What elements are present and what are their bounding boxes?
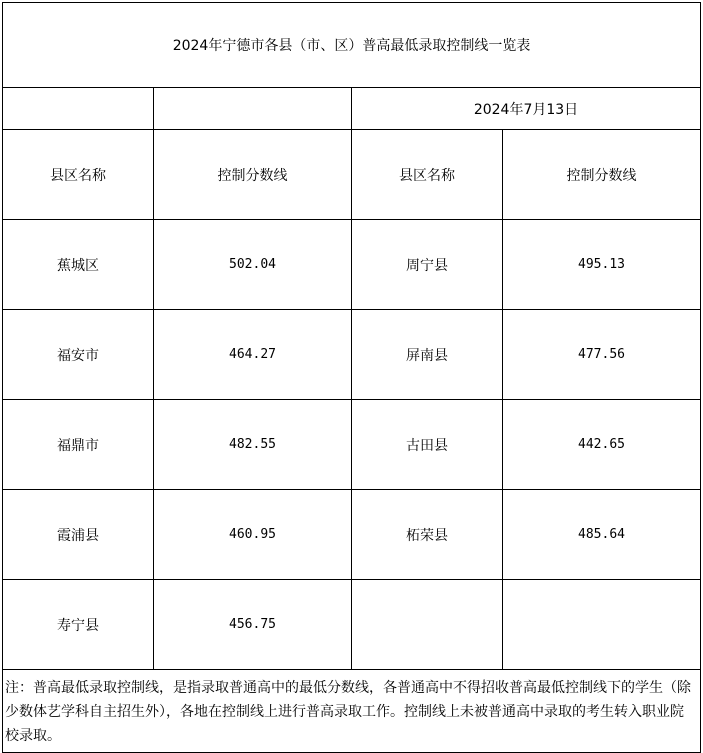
- score-table-sheet: [2, 2, 700, 744]
- table-row: [3, 220, 701, 310]
- score-cell: 442.65: [503, 400, 701, 490]
- table-title: 2024年宁德市各县（市、区）普高最低录取控制线一览表: [3, 3, 701, 88]
- county-name-cell: 寿宁县: [3, 580, 154, 670]
- county-name-cell: 柘荣县: [352, 490, 503, 580]
- county-name-cell: 古田县: [352, 400, 503, 490]
- table-row: [3, 580, 701, 670]
- header-score-right: 控制分数线: [503, 130, 701, 220]
- header-county-right: 县区名称: [352, 130, 503, 220]
- date-row-empty-cell: [154, 88, 352, 130]
- score-cell: 456.75: [154, 580, 352, 670]
- score-cell: 495.13: [503, 220, 701, 310]
- table-row: [3, 310, 701, 400]
- score-cell: 460.95: [154, 490, 352, 580]
- footnote: 注：普高最低录取控制线，是指录取普通高中的最低分数线，各普通高中不得招收普高最低控制线下的学生（除少数体艺学科自主招生外），各地在控制线上进行普高录取工作。控制线上未被普通高中录取的考生转入职业院校录取。: [3, 670, 701, 753]
- county-name-cell: 周宁县: [352, 220, 503, 310]
- table-row: [3, 400, 701, 490]
- score-cell: 482.55: [154, 400, 352, 490]
- score-cell: 464.27: [154, 310, 352, 400]
- score-cell: 485.64: [503, 490, 701, 580]
- score-cell: 477.56: [503, 310, 701, 400]
- header-score-left: 控制分数线: [154, 130, 352, 220]
- county-name-cell: 蕉城区: [3, 220, 154, 310]
- county-name-cell: [352, 580, 503, 670]
- score-table: [2, 2, 701, 753]
- date-row-empty-cell: [3, 88, 154, 130]
- score-cell: [503, 580, 701, 670]
- county-name-cell: 霞浦县: [3, 490, 154, 580]
- county-name-cell: 福鼎市: [3, 400, 154, 490]
- table-row: [3, 490, 701, 580]
- publish-date: 2024年7月13日: [352, 88, 701, 130]
- score-cell: 502.04: [154, 220, 352, 310]
- header-county-left: 县区名称: [3, 130, 154, 220]
- county-name-cell: 福安市: [3, 310, 154, 400]
- county-name-cell: 屏南县: [352, 310, 503, 400]
